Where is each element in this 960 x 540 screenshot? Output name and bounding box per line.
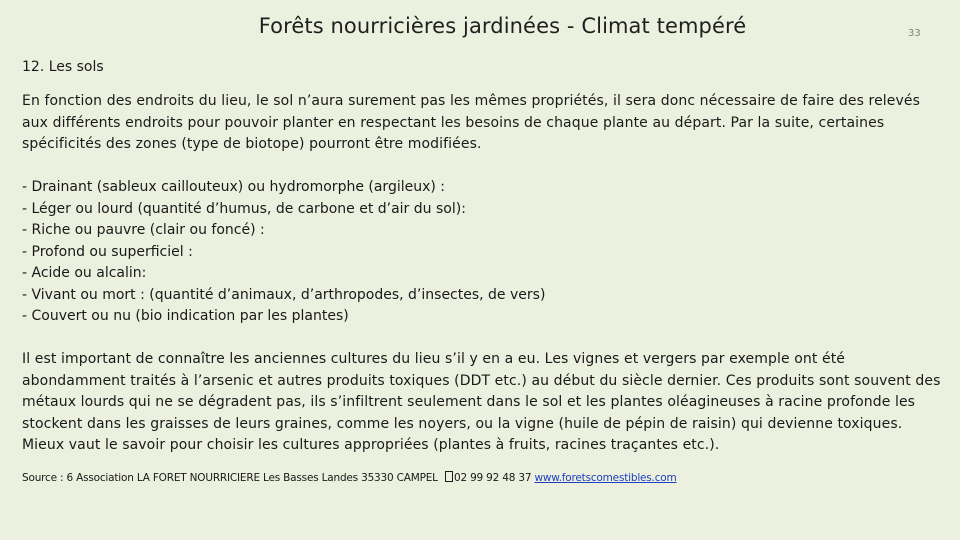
soil-properties-list (22, 177, 942, 328)
closing-paragraph: Il est important de connaître les anciennes cultures du lieu s’il y en a eu. Les vignes et vergers par exemple ont été abondamment traités à l’arsenic et autres produits toxiques (DDT etc.) au début du siècle dernier. Ces produits sont souvent des métaux lourds qui ne se dégradent pas, ils s’infiltrent seulement dans le sol et les plantes oléagineuses à racine profonde les stockent dans les graisses de leurs graines, comme les noyers, ou la vigne (huile de pépin de raisin) qui devienne toxiques. Mieux vaut le savoir pour choisir les cultures appropriées (plantes à fruits, racines traçantes etc.). (22, 351, 941, 453)
list-item: - Profond ou superficiel : (22, 243, 193, 260)
list-item: - Couvert ou nu (bio indication par les plantes) (22, 308, 349, 324)
list-item: - Riche ou pauvre (clair ou foncé) : (22, 222, 265, 238)
list-item: - Vivant ou mort : (quantité d’animaux, d’arthropodes, d’insectes, de vers) (22, 286, 546, 303)
list-item: - Acide ou alcalin: (22, 265, 147, 281)
source-phone: 02 99 92 48 37 (453, 472, 532, 484)
slide-title: Forêts nourricières jardinées - Climat tempéré (258, 14, 747, 38)
page-number: 33 (908, 28, 921, 39)
source-text: Source : 6 Association LA FORET NOURRICIERE Les Basses Landes 35330 CAMPEL (22, 472, 438, 484)
intro-paragraph: En fonction des endroits du lieu, le sol n’aura surement pas les mêmes propriétés, il sera donc nécessaire de faire des relevés aux différents endroits pour pouvoir planter en respectant les besoins de chaque plante au départ. Par la suite, certaines spécificités des zones (type de biotope) pourront être modifiées. (22, 93, 921, 152)
source-footer (22, 471, 677, 484)
phone-icon (445, 471, 453, 482)
list-item: - Léger ou lourd (quantité d’humus, de carbone et d’air du sol): (22, 200, 466, 217)
source-website-link[interactable]: www.foretscomestibles.com (534, 472, 677, 484)
list-item: - Drainant (sableux caillouteux) ou hydromorphe (argileux) : (22, 179, 446, 195)
section-heading: 12. Les sols (22, 59, 104, 75)
